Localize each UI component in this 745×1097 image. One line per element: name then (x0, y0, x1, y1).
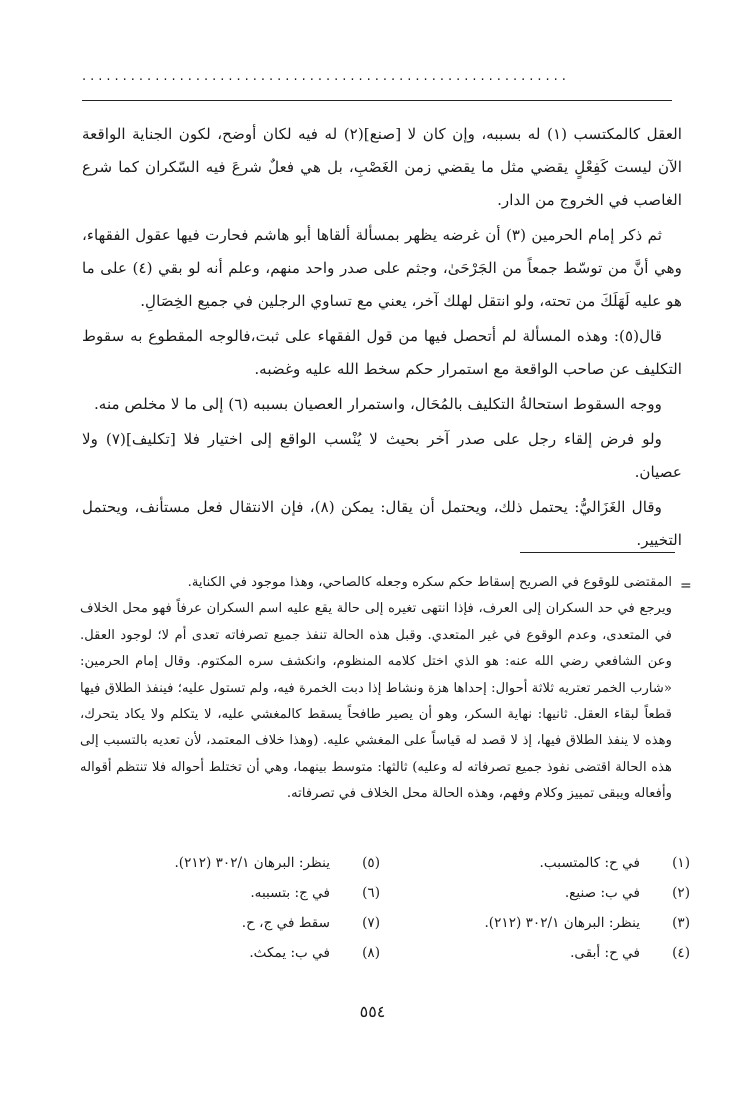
footnote-paragraph-1: المقتضى للوقوع في الصريح إسقاط حكم سكره وجعله كالصاحي، وهذا موجود في الكناية. (187, 575, 672, 590)
reference-item (390, 908, 690, 938)
reference-number: (٧) (362, 915, 380, 931)
header-dotted-line: ............................................................ (82, 70, 570, 84)
reference-number: (٥) (362, 855, 380, 871)
reference-item (80, 848, 380, 878)
main-paragraph-2: ثم ذكر إمام الحرمين (٣) أن غرضه يظهر بمسألة ألقاها أبو هاشم فحارت فيها عقول الفقهاء، وهي أنَّ من توسّط جمعاً من الجَرْحَىٰ، وجثم على صدر واحد منهم، وعلم أنه لو بقي (٤) على ما هو عليه لَهَلَكَ من تحته، ولو انتقل لهلك آخر، يعني مع تساوي الرجلين في جميع الخِصَالِ. (82, 226, 683, 310)
reference-number: (٤) (672, 945, 690, 961)
reference-text: ينظر: البرهان ٣٠٢/١ (٢١٢). (484, 915, 640, 931)
reference-item (390, 878, 690, 908)
main-paragraph-6: وقال الغَزَاليُّ: يحتمل ذلك، ويحتمل أن يقال: يمكن (٨)، فإن الانتقال فعل مستأنف، ويحتمل التخيير. (82, 498, 682, 549)
reference-text: في ب: صنيع. (564, 885, 640, 901)
reference-item (390, 938, 690, 968)
page-number: ٥٥٤ (359, 1002, 386, 1021)
reference-number: (٣) (672, 915, 690, 931)
reference-text: سقط في ج، ح. (241, 915, 330, 931)
reference-text: في ح: أبقى. (570, 945, 640, 961)
reference-text: في ج: بتسببه. (250, 885, 330, 901)
reference-number: (٢) (672, 885, 690, 901)
reference-text: ينظر: البرهان ٣٠٢/١ (٢١٢). (174, 855, 330, 871)
main-paragraph-3: قال(٥): وهذه المسألة لم أتحصل فيها من قول الفقهاء على ثبت،فالوجه المقطوع به سقوط التكليف عن صاحب الواقعة مع استمرار حكم سخط الله عليه وغضبه. (82, 327, 682, 378)
main-text (82, 118, 682, 557)
main-paragraph-4: ووجه السقوط استحالةُ التكليف بالمُحَال، واستمرار العصيان بسببه (٦) إلى ما لا مخلص منه. (93, 395, 662, 413)
reference-number: (١) (672, 855, 690, 871)
footnote-separator (520, 552, 675, 553)
references-left-column (80, 848, 380, 968)
reference-text: في ح: كالمتسبب. (539, 855, 640, 871)
header-rule (82, 100, 672, 101)
footnote-body (80, 570, 672, 808)
reference-text: في ب: يمكث. (249, 945, 330, 961)
reference-item (80, 938, 380, 968)
references-right-column (390, 848, 690, 968)
reference-number: (٨) (362, 945, 380, 961)
reference-item (80, 908, 380, 938)
footnote-paragraph-2: ويرجع في حد السكران إلى العرف، فإذا انتهى تغيره إلى حالة يقع عليه اسم السكران عرفاً فهو محل الخلاف في المتعدى، وعدم الوقوع في غير المتعدي. وقبل هذه الحالة تنفذ جميع تصرفاته تعدى أم لا؛ لوجود العقل. وعن الشافعي رضي الله عنه: هو الذي اختل كلامه المنظوم، وانكشف سره المكتوم. وقال إمام الحرمين: «شارب الخمر تعتريه ثلاثة أحوال: إحداها هزة ونشاط إذا دبت الخمرة فيه، ولم تستول عليه؛ فينفذ الطلاق فيها قطعاً لبقاء العقل. ثانيها: نهاية السكر، وهو أن يصير طافحاً يسقط كالمغشي عليه، لا يتكلم ولا يكاد يتحرك، وهذه لا ينفذ الطلاق فيها، إذ لا قصد له قياساً على المغشي عليه. (وهذا خلاف المعتمد، لأن تعديه بالتسبب إلى هذه الحالة اقتضى نفوذ جميع تصرفاته له وعليه) ثالثها: متوسط بينهما، وهي أن تختلط أحواله فلا تنتظم أقواله وأفعاله ويبقى تمييز وكلام وفهم، وهذه الحالة محل الخلاف في تصرفاته. (80, 601, 672, 802)
main-paragraph-5: ولو فرض إلقاء رجل على صدر آخر بحيث لا يُنْسب الواقع إلى اختيار فلا [تكليف](٧) ولا عصيان. (82, 430, 682, 481)
footnote-continuation-marker: = (680, 578, 692, 594)
reference-item (390, 848, 690, 878)
main-paragraph-1: العقل كالمكتسب (١) له بسببه، وإن كان لا [صنع](٢) له فيه لكان أوضح، لكون الجناية الواقعة الآن ليست كَفِعْلٍ يقضي مثل ما يقضي زمن الغَصْبِ، بل هي فعلٌ شرعَ فيه السّكران كما شرع الغاصب في الخروج من الدار. (82, 125, 683, 209)
reference-number: (٦) (362, 885, 380, 901)
reference-item (80, 878, 380, 908)
